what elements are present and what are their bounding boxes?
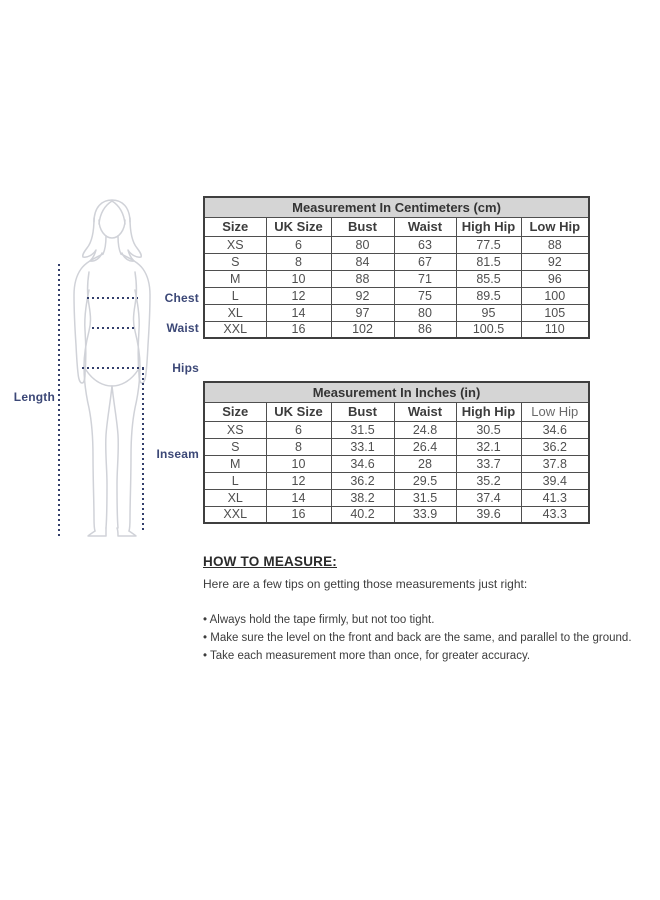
table-cell: 38.2 <box>331 489 394 506</box>
table-cell: 6 <box>266 236 331 253</box>
table-cell: 16 <box>266 321 331 338</box>
table-cell: 24.8 <box>394 421 456 438</box>
table-cell: 10 <box>266 270 331 287</box>
table-row <box>204 421 589 438</box>
arms-outline <box>74 254 150 383</box>
table-cell: 110 <box>521 321 589 338</box>
table-cell: 28 <box>394 455 456 472</box>
table-header-row <box>204 402 589 421</box>
column-header: Waist <box>394 402 456 421</box>
column-header: High Hip <box>456 217 521 236</box>
table-cell: 100.5 <box>456 321 521 338</box>
table-cell: 12 <box>266 287 331 304</box>
table-row <box>204 304 589 321</box>
table-cell: 26.4 <box>394 438 456 455</box>
table-row <box>204 253 589 270</box>
column-header: Size <box>204 402 266 421</box>
table-cell: 10 <box>266 455 331 472</box>
table-cell: 97 <box>331 304 394 321</box>
tip-item: • Always hold the tape firmly, but not too tight. <box>203 611 658 629</box>
legs-outline <box>84 366 140 536</box>
table-cell: 81.5 <box>456 253 521 270</box>
table-cell: 33.7 <box>456 455 521 472</box>
inch-measurement-table <box>203 381 590 524</box>
size-cell: M <box>204 455 266 472</box>
chest-label: Chest <box>164 291 199 305</box>
tip-item: • Make sure the level on the front and back are the same, and parallel to the ground. <box>203 629 658 647</box>
table-cell: 31.5 <box>394 489 456 506</box>
column-header: Bust <box>331 217 394 236</box>
table-cell: 8 <box>266 253 331 270</box>
table-row <box>204 270 589 287</box>
table-cell: 14 <box>266 304 331 321</box>
table-title: Measurement In Centimeters (cm) <box>204 197 589 217</box>
table-cell: 77.5 <box>456 236 521 253</box>
table-cell: 31.5 <box>331 421 394 438</box>
column-header: Size <box>204 217 266 236</box>
tip-item: • Take each measurement more than once, for greater accuracy. <box>203 647 658 665</box>
table-cell: 71 <box>394 270 456 287</box>
table-cell: 37.4 <box>456 489 521 506</box>
table-cell: 36.2 <box>521 438 589 455</box>
table-row <box>204 321 589 338</box>
table-cell: 100 <box>521 287 589 304</box>
table-title: Measurement In Inches (in) <box>204 382 589 402</box>
column-header: Low Hip <box>521 217 589 236</box>
table-cell: 40.2 <box>331 506 394 523</box>
table-row <box>204 472 589 489</box>
table-cell: 88 <box>331 270 394 287</box>
table-cell: 8 <box>266 438 331 455</box>
size-cell: L <box>204 287 266 304</box>
table-cell: 34.6 <box>331 455 394 472</box>
table-cell: 12 <box>266 472 331 489</box>
how-to-measure-title: HOW TO MEASURE: <box>203 554 337 569</box>
table-cell: 43.3 <box>521 506 589 523</box>
table-cell: 92 <box>521 253 589 270</box>
table-header-row <box>204 217 589 236</box>
size-cell: XL <box>204 489 266 506</box>
table-title-row <box>204 382 589 402</box>
table-cell: 80 <box>331 236 394 253</box>
table-cell: 16 <box>266 506 331 523</box>
table-row <box>204 506 589 523</box>
column-header: UK Size <box>266 217 331 236</box>
size-cell: XXL <box>204 506 266 523</box>
face-outline <box>99 220 125 238</box>
table-cell: 6 <box>266 421 331 438</box>
cm-measurement-table <box>203 196 590 339</box>
table-row <box>204 438 589 455</box>
table-cell: 89.5 <box>456 287 521 304</box>
table-cell: 80 <box>394 304 456 321</box>
table-cell: 88 <box>521 236 589 253</box>
column-header: UK Size <box>266 402 331 421</box>
table-cell: 86 <box>394 321 456 338</box>
table-cell: 96 <box>521 270 589 287</box>
table-cell: 75 <box>394 287 456 304</box>
table-cell: 35.2 <box>456 472 521 489</box>
inseam-label: Inseam <box>156 447 199 461</box>
size-cell: S <box>204 253 266 270</box>
table-cell: 67 <box>394 253 456 270</box>
measurement-lines <box>59 264 144 537</box>
tips-list <box>203 611 658 665</box>
table-cell: 63 <box>394 236 456 253</box>
column-header: High Hip <box>456 402 521 421</box>
table-cell: 33.9 <box>394 506 456 523</box>
table-cell: 33.1 <box>331 438 394 455</box>
table-cell: 37.8 <box>521 455 589 472</box>
table-cell: 41.3 <box>521 489 589 506</box>
table-cell: 105 <box>521 304 589 321</box>
length-label: Length <box>13 390 55 404</box>
table-title-row <box>204 197 589 217</box>
table-row <box>204 287 589 304</box>
table-row <box>204 489 589 506</box>
size-cell: XXL <box>204 321 266 338</box>
table-cell: 30.5 <box>456 421 521 438</box>
column-header: Bust <box>331 402 394 421</box>
how-to-measure-intro: Here are a few tips on getting those measurements just right: <box>203 577 528 591</box>
waist-label: Waist <box>166 321 199 335</box>
how-to-measure-section <box>203 554 658 665</box>
table-cell: 36.2 <box>331 472 394 489</box>
table-cell: 95 <box>456 304 521 321</box>
hips-label: Hips <box>172 361 199 375</box>
size-cell: M <box>204 270 266 287</box>
column-header: Waist <box>394 217 456 236</box>
table-cell: 14 <box>266 489 331 506</box>
table-cell: 84 <box>331 253 394 270</box>
size-cell: XS <box>204 236 266 253</box>
table-cell: 102 <box>331 321 394 338</box>
table-cell: 39.4 <box>521 472 589 489</box>
column-header: Low Hip <box>521 402 589 421</box>
size-cell: S <box>204 438 266 455</box>
size-cell: XL <box>204 304 266 321</box>
hair-outline <box>83 200 142 261</box>
table-cell: 29.5 <box>394 472 456 489</box>
table-cell: 85.5 <box>456 270 521 287</box>
size-cell: L <box>204 472 266 489</box>
table-cell: 39.6 <box>456 506 521 523</box>
table-cell: 92 <box>331 287 394 304</box>
table-cell: 32.1 <box>456 438 521 455</box>
size-cell: XS <box>204 421 266 438</box>
table-row <box>204 236 589 253</box>
table-cell: 34.6 <box>521 421 589 438</box>
table-row <box>204 455 589 472</box>
